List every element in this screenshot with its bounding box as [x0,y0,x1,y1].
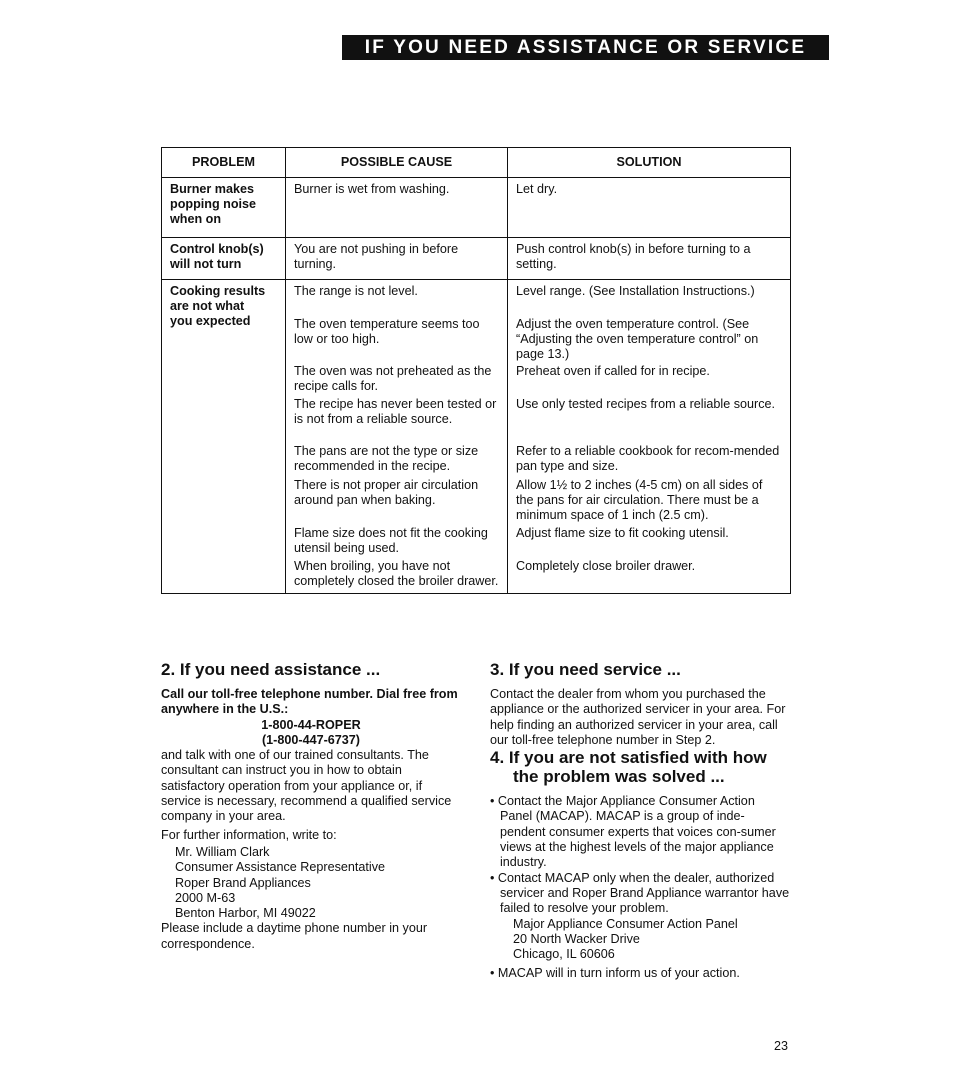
cause-cell [286,238,508,280]
service-body: Contact the dealer from whom you purchased the appliance or the authorized servicer in your area. For help finding an authorized servicer in your area, call our toll-free telephone number in Step 2. [490,687,786,747]
address-line: Major Appliance Consumer Action Panel [513,916,738,931]
table-row [162,280,791,594]
address-line: 20 North Wacker Drive [513,931,640,946]
problem-line: are not what [170,299,245,314]
address-line: Chicago, IL 60606 [513,947,615,962]
bullet-item: • MACAP will in turn inform us of your action. [490,966,740,981]
cause-text: There is not proper air circulation around pan when baking. [294,478,479,508]
cause-text: Burner is wet from washing. [294,182,450,196]
table-row [162,238,791,280]
troubleshooting-table [161,147,791,594]
cause-text: You are not pushing in before turning. [294,242,459,272]
solution-text: Refer to a reliable cookbook for recom-mended pan type and size. [516,444,780,474]
solution-text: Let dry. [516,182,558,196]
assistance-closing: Please include a daytime phone number in your correspondence. [161,921,428,951]
solution-cell [508,280,791,594]
bullet-item: • Contact MACAP only when the dealer, authorized servicer and Roper Brand Appliance warrantor have failed to resolve your problem. [490,870,790,916]
address-line: Benton Harbor, MI 49022 [175,906,316,921]
mailing-address [161,845,461,921]
column-header-solution: SOLUTION [508,148,791,178]
cause-text: The recipe has never been tested or is not from a reliable source. [294,397,497,427]
phone-number-numeric: (1-800-447-6737) [261,732,360,747]
problem-line: when on [170,212,222,227]
problem-cell [162,238,286,280]
cause-text: The range is not level. [294,284,418,298]
problem-line: Cooking results [170,284,266,298]
assistance-body: and talk with one of our trained consultants. The consultant can instruct you in how to obtain satisfactory operation from your appliance or, if service is necessary, recommend a qualified service company in your area. [161,748,452,824]
address-line: Roper Brand Appliances [175,875,311,890]
cause-cell [286,280,508,594]
problem-line: Control knob(s) [170,242,264,256]
solution-text: Adjust flame size to fit cooking utensil. [516,526,729,540]
problem-line: popping noise [170,197,257,212]
solution-text: Preheat oven if called for in recipe. [516,364,710,378]
address-line: 2000 M-63 [175,890,236,905]
solution-text: Allow 1½ to 2 inches (4-5 cm) on all sides of the pans for air circulation. There must be a minimum space of 1 inch (2.5 cm). [516,478,763,523]
solution-text: Completely close broiler drawer. [516,559,696,573]
page-number: 23 [774,1039,789,1053]
solution-cell [508,238,791,280]
cause-text: Flame size does not fit the cooking utensil being used. [294,526,488,556]
assistance-section [161,660,461,952]
solution-text: Use only tested recipes from a reliable source. [516,397,775,411]
solution-text: Adjust the oven temperature control. (See “Adjusting the oven temperature control” on page 13.) [516,317,759,362]
solution-text: Level range. (See Installation Instructions.) [516,284,755,298]
address-line: Mr. William Clark [175,844,270,859]
phone-number: 1-800-44-ROPER [261,717,361,732]
problem-line: will not turn [170,257,242,272]
cause-cell [286,178,508,238]
column-header-cause: POSSIBLE CAUSE [286,148,508,178]
solution-cell [508,178,791,238]
macap-address [490,917,790,963]
problem-cell [162,178,286,238]
service-section [490,660,790,982]
section-header: IF YOU NEED ASSISTANCE OR SERVICE [342,35,829,60]
cause-text: The oven temperature seems too low or too high. [294,317,480,347]
table-row [162,178,791,238]
not-satisfied-heading: 4. If you are not satisfied with how the problem was solved ... [490,748,767,787]
problem-line: you expected [170,314,251,329]
assistance-heading: 2. If you need assistance ... [161,660,381,679]
cause-text: The oven was not preheated as the recipe calls for. [294,364,492,394]
service-heading: 3. If you need service ... [490,660,681,679]
column-header-problem: PROBLEM [162,148,286,178]
cause-text: The pans are not the type or size recommended in the recipe. [294,444,479,474]
cause-text: When broiling, you have not completely closed the broiler drawer. [294,559,499,589]
solution-text: Push control knob(s) in before turning to a setting. [516,242,751,272]
write-to-text: For further information, write to: [161,827,337,842]
problem-cell [162,280,286,594]
table-header-row [162,148,791,178]
bullet-item: • Contact the Major Appliance Consumer Action Panel (MACAP). MACAP is a group of inde-pendent consumer experts that voices con-sumer views at the highest levels of the major appliance industry. [490,794,776,870]
assistance-intro: Call our toll-free telephone number. Dial free from anywhere in the U.S.: [161,687,458,717]
address-line: Consumer Assistance Representative [175,860,385,875]
problem-line: Burner makes [170,182,254,196]
